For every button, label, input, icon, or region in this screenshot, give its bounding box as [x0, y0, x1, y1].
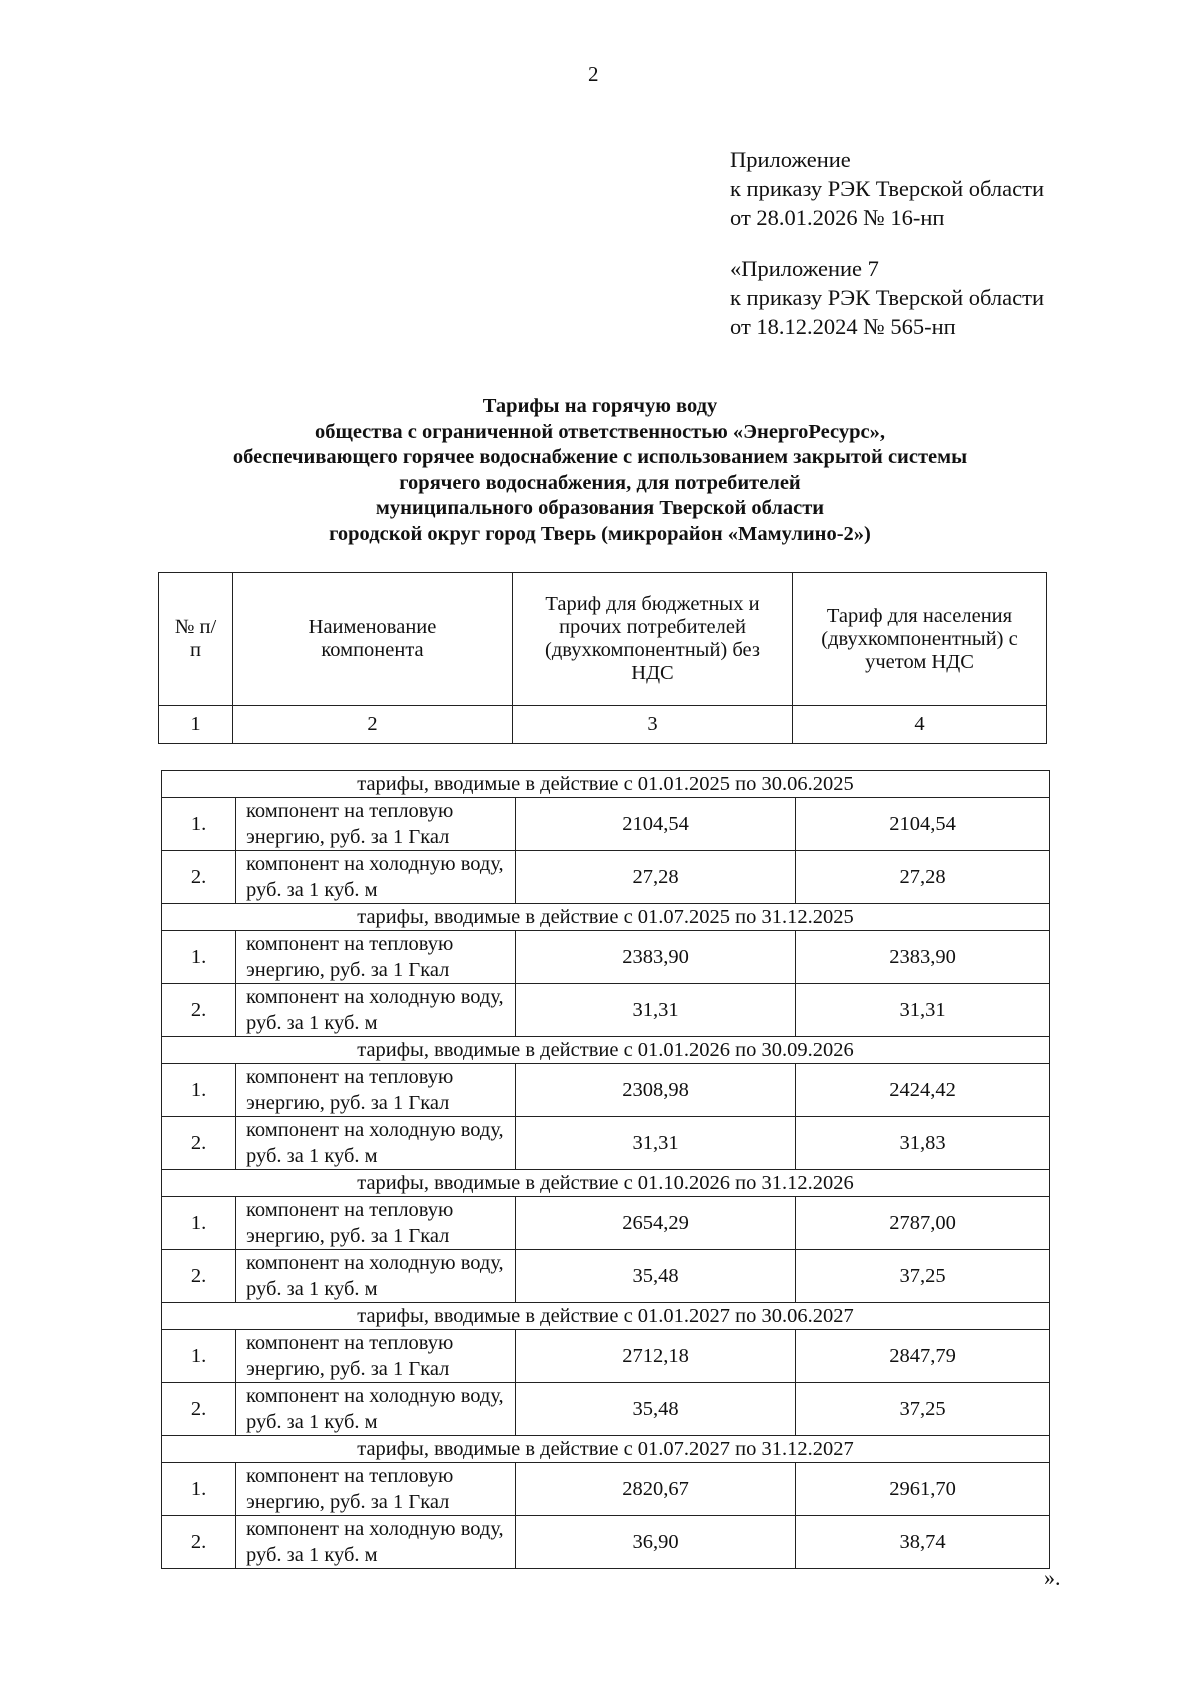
budget-tariff-value: 2654,29 — [516, 1197, 796, 1250]
period-label: тарифы, вводимые в действие с 01.01.2026 по 30.09.2026 — [162, 1037, 1050, 1064]
period-label: тарифы, вводимые в действие с 01.07.2025 по 31.12.2025 — [162, 904, 1050, 931]
appendix-previous — [730, 254, 1044, 341]
population-tariff-value: 2961,70 — [796, 1463, 1050, 1516]
row-number: 2. — [162, 1516, 236, 1569]
appendix-current-line: Приложение — [730, 147, 851, 172]
column-number: 3 — [513, 706, 793, 744]
population-tariff-value: 38,74 — [796, 1516, 1050, 1569]
header-number: № п/п — [159, 573, 233, 706]
budget-tariff-value: 31,31 — [516, 1117, 796, 1170]
component-name: компонент на холодную воду, руб. за 1 куб. м — [236, 1516, 516, 1569]
component-name: компонент на тепловую энергию, руб. за 1 Гкал — [236, 931, 516, 984]
row-number: 2. — [162, 851, 236, 904]
component-name: компонент на холодную воду, руб. за 1 куб. м — [236, 851, 516, 904]
period-row — [162, 1037, 1050, 1064]
table-row — [162, 1463, 1050, 1516]
component-name: компонент на холодную воду, руб. за 1 куб. м — [236, 1250, 516, 1303]
component-name: компонент на тепловую энергию, руб. за 1 Гкал — [236, 1064, 516, 1117]
component-name: компонент на тепловую энергию, руб. за 1 Гкал — [236, 798, 516, 851]
component-name: компонент на холодную воду, руб. за 1 куб. м — [236, 984, 516, 1037]
row-number: 1. — [162, 798, 236, 851]
column-number-row — [159, 706, 1047, 744]
budget-tariff-value: 35,48 — [516, 1383, 796, 1436]
appendix-current — [730, 145, 1044, 232]
population-tariff-value: 2383,90 — [796, 931, 1050, 984]
header-component-name: Наименование компонента — [233, 573, 513, 706]
component-name: компонент на тепловую энергию, руб. за 1 Гкал — [236, 1463, 516, 1516]
table-row — [162, 1197, 1050, 1250]
title-line: горячего водоснабжения, для потребителей — [399, 471, 801, 494]
period-label: тарифы, вводимые в действие с 01.01.2025 по 30.06.2025 — [162, 771, 1050, 798]
tariff-data-table — [161, 770, 1050, 1569]
appendix-current-line: от 28.01.2026 № 16-нп — [730, 205, 945, 230]
population-tariff-value: 2424,42 — [796, 1064, 1050, 1117]
column-number: 1 — [159, 706, 233, 744]
budget-tariff-value: 35,48 — [516, 1250, 796, 1303]
row-number: 1. — [162, 1197, 236, 1250]
table-row — [162, 984, 1050, 1037]
budget-tariff-value: 2104,54 — [516, 798, 796, 851]
row-number: 1. — [162, 1064, 236, 1117]
budget-tariff-value: 2308,98 — [516, 1064, 796, 1117]
table-row — [162, 851, 1050, 904]
budget-tariff-value: 36,90 — [516, 1516, 796, 1569]
appendix-previous-line: к приказу РЭК Тверской области — [730, 285, 1045, 310]
population-tariff-value: 27,28 — [796, 851, 1050, 904]
population-tariff-value: 2787,00 — [796, 1197, 1050, 1250]
table-row — [162, 798, 1050, 851]
title-line: муниципального образования Тверской области — [375, 497, 825, 519]
row-number: 2. — [162, 1117, 236, 1170]
period-row — [162, 771, 1050, 798]
row-number: 1. — [162, 931, 236, 984]
title-line: общества с ограниченной ответственностью «ЭнергоРесурс», — [315, 420, 885, 443]
header-row — [159, 573, 1047, 706]
budget-tariff-value: 2712,18 — [516, 1330, 796, 1383]
population-tariff-value: 2847,79 — [796, 1330, 1050, 1383]
table-row — [162, 931, 1050, 984]
header-population-tariff: Тариф для населения (двухкомпонентный) с учетом НДС — [793, 573, 1047, 706]
page-number: 2 — [588, 62, 599, 86]
component-name: компонент на тепловую энергию, руб. за 1 Гкал — [236, 1330, 516, 1383]
component-name: компонент на тепловую энергию, руб. за 1 Гкал — [236, 1197, 516, 1250]
budget-tariff-value: 2820,67 — [516, 1463, 796, 1516]
row-number: 2. — [162, 1250, 236, 1303]
table-row — [162, 1117, 1050, 1170]
row-number: 1. — [162, 1463, 236, 1516]
table-row — [162, 1516, 1050, 1569]
appendix-current-line: к приказу РЭК Тверской области — [730, 176, 1045, 201]
appendix-previous-line: «Приложение 7 — [730, 256, 879, 281]
budget-tariff-value: 31,31 — [516, 984, 796, 1037]
title-line: городской округ город Тверь (микрорайон «Мамулино-2») — [329, 522, 871, 545]
table-row — [162, 1250, 1050, 1303]
table-row — [162, 1383, 1050, 1436]
component-name: компонент на холодную воду, руб. за 1 куб. м — [236, 1117, 516, 1170]
appendix-previous-line: от 18.12.2024 № 565-нп — [730, 314, 956, 339]
period-label: тарифы, вводимые в действие с 01.10.2026 по 31.12.2026 — [162, 1170, 1050, 1197]
population-tariff-value: 37,25 — [796, 1250, 1050, 1303]
row-number: 2. — [162, 1383, 236, 1436]
document-title — [0, 394, 1200, 547]
table-row — [162, 1064, 1050, 1117]
component-name: компонент на холодную воду, руб. за 1 куб. м — [236, 1383, 516, 1436]
budget-tariff-value: 2383,90 — [516, 931, 796, 984]
period-label: тарифы, вводимые в действие с 01.07.2027 по 31.12.2027 — [162, 1436, 1050, 1463]
budget-tariff-value: 27,28 — [516, 851, 796, 904]
row-number: 1. — [162, 1330, 236, 1383]
title-line: Тарифы на горячую воду — [482, 395, 718, 417]
column-number: 2 — [233, 706, 513, 744]
closing-quote: ». — [1044, 1565, 1061, 1590]
header-budget-tariff: Тариф для бюджетных и прочих потребителей (двухкомпонентный) без НДС — [513, 573, 793, 706]
population-tariff-value: 2104,54 — [796, 798, 1050, 851]
table-row — [162, 1330, 1050, 1383]
column-number: 4 — [793, 706, 1047, 744]
population-tariff-value: 31,31 — [796, 984, 1050, 1037]
row-number: 2. — [162, 984, 236, 1037]
population-tariff-value: 31,83 — [796, 1117, 1050, 1170]
period-row — [162, 904, 1050, 931]
period-row — [162, 1170, 1050, 1197]
population-tariff-value: 37,25 — [796, 1383, 1050, 1436]
period-label: тарифы, вводимые в действие с 01.01.2027 по 30.06.2027 — [162, 1303, 1050, 1330]
title-line: обеспечивающего горячее водоснабжение с использованием закрытой системы — [232, 446, 968, 468]
tariff-header-table — [158, 572, 1047, 744]
period-row — [162, 1436, 1050, 1463]
period-row — [162, 1303, 1050, 1330]
